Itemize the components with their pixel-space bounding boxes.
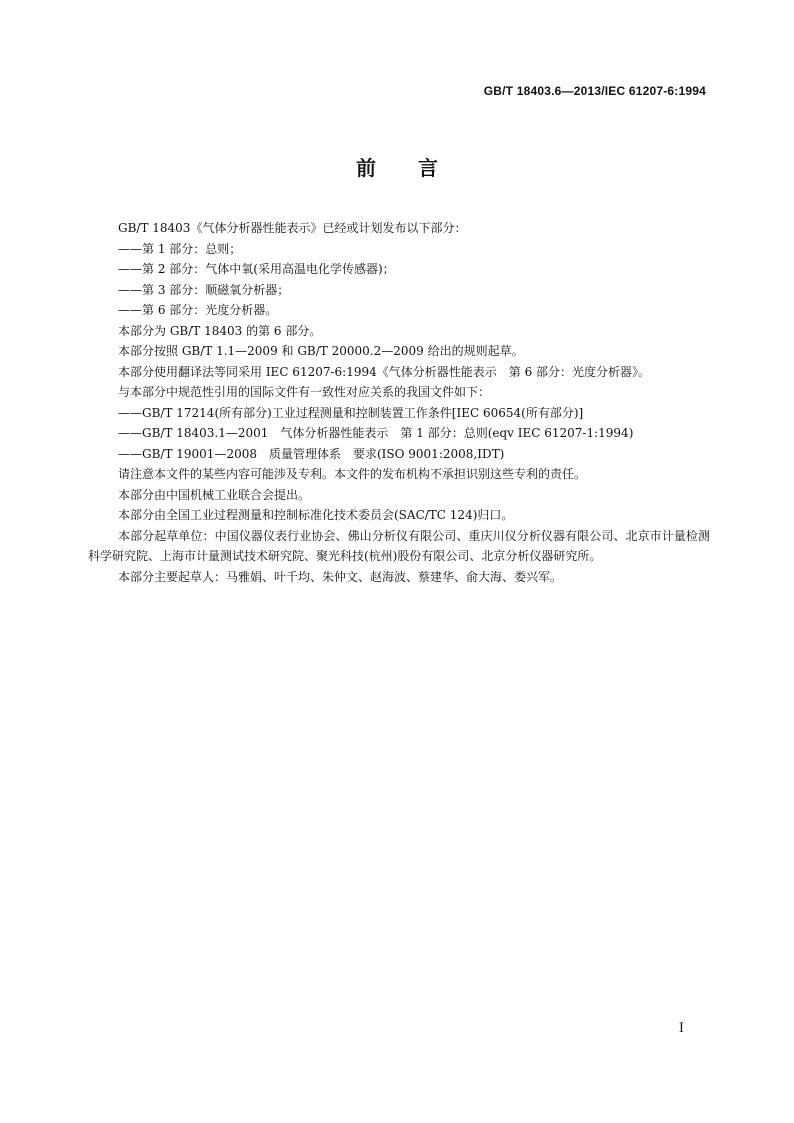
list-item-part-6: ——第 6 部分：光度分析器。 <box>118 303 278 317</box>
reference-item-gbt-19001: ——GB/T 19001—2008 质量管理体系 要求(ISO 9001:2008,IDT) <box>118 446 505 461</box>
paragraph-proposer: 本部分由中国机械工业联合会提出。 <box>118 487 311 502</box>
paragraph-drafting-units: 本部分起草单位：中国仪器仪表行业协会、佛山分析仪有限公司、重庆川仪分析仪器有限公司、北京市计量检测科学研究院、上海市计量测试技术研究院、聚光科技(杭州)股份有限公司、北京分析仪器研究所。 <box>88 528 710 563</box>
list-item-part-2: ——第 2 部分：气体中氧(采用高温电化学传感器)； <box>118 262 395 276</box>
paragraph-technical-committee: 本部分由全国工业过程测量和控制标准化技术委员会(SAC/TC 124)归口。 <box>118 508 514 522</box>
reference-item-gbt-18403-1: ——GB/T 18403.1—2001 气体分析器性能表示 第 1 部分：总则(eqv IEC 61207-1:1994) <box>118 426 634 440</box>
paragraph-normative-references-intro: 与本部分中规范性引用的国际文件有一致性对应关系的我国文件如下： <box>118 385 491 399</box>
page-title <box>0 152 794 181</box>
paragraph-part-statement: 本部分为 GB/T 18403 的第 6 部分。 <box>118 323 322 338</box>
page-title-part2: 言 <box>418 156 438 180</box>
paragraph-series-intro: GB/T 18403《气体分析器性能表示》已经或计划发布以下部分： <box>118 221 467 235</box>
standard-code-header: GB/T 18403.6—2013/IEC 61207-6:1994 <box>483 84 706 98</box>
paragraph-adoption-method: 本部分使用翻译法等同采用 IEC 61207-6:1994《气体分析器性能表示 第 6 部分：光度分析器》。 <box>118 364 651 379</box>
paragraph-drafting-rules: 本部分按照 GB/T 1.1—2009 和 GB/T 20000.2—2009 给出的规则起草。 <box>118 344 524 358</box>
reference-item-gbt-17214: ——GB/T 17214(所有部分)工业过程测量和控制装置工作条件[IEC 60654(所有部分)] <box>118 405 584 420</box>
list-item-part-3: ——第 3 部分：顺磁氧分析器； <box>118 282 290 297</box>
page-number: I <box>678 1021 684 1036</box>
foreword-body <box>88 218 710 587</box>
paragraph-patent-notice: 请注意本文件的某些内容可能涉及专利。本文件的发布机构不承担识别这些专利的责任。 <box>118 467 587 481</box>
list-item-part-1: ——第 1 部分：总则； <box>118 241 242 256</box>
page-title-part1: 前 <box>356 156 376 180</box>
paragraph-drafters: 本部分主要起草人：马雅娟、叶千均、朱仲文、赵海波、蔡建华、俞大海、娄兴军。 <box>118 569 563 584</box>
